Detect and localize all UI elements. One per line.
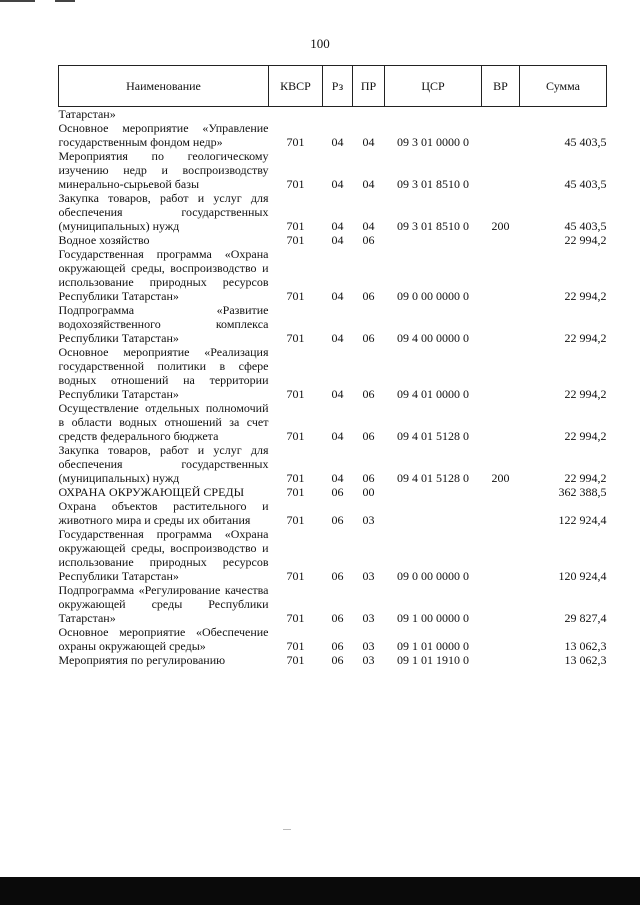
table-row xyxy=(59,443,607,485)
row-csr xyxy=(385,107,482,122)
row-csr: 09 4 00 0000 0 xyxy=(397,331,469,345)
row-name: ОХРАНА ОКРУЖАЮЩЕЙ СРЕДЫ xyxy=(58,485,245,499)
row-rz: 04 xyxy=(331,289,344,303)
row-csr: 09 1 01 1910 0 xyxy=(397,653,469,667)
table-row xyxy=(59,191,607,233)
row-csr xyxy=(385,485,482,499)
row-vr xyxy=(482,247,520,303)
table-row xyxy=(59,625,607,653)
row-kvsr: 701 xyxy=(286,233,305,247)
row-pr: 03 xyxy=(362,513,375,527)
table-row xyxy=(59,485,607,499)
row-kvsr: 701 xyxy=(286,135,305,149)
row-vr: 200 xyxy=(491,471,510,485)
row-sum: 120 924,4 xyxy=(558,569,607,583)
row-sum: 22 994,2 xyxy=(564,471,607,485)
row-rz: 04 xyxy=(331,219,344,233)
row-name: Татарстан» xyxy=(58,107,116,121)
row-sum: 22 994,2 xyxy=(564,289,607,303)
row-csr: 09 1 01 0000 0 xyxy=(397,639,469,653)
row-sum: 122 924,4 xyxy=(558,513,607,527)
row-vr xyxy=(482,107,520,122)
row-name: Мероприятия по регулированию xyxy=(58,653,226,667)
table-row xyxy=(59,107,607,122)
row-kvsr: 701 xyxy=(286,387,305,401)
row-sum: 22 994,2 xyxy=(564,233,607,247)
row-csr xyxy=(385,233,482,247)
row-rz: 04 xyxy=(331,331,344,345)
row-rz: 06 xyxy=(331,569,344,583)
row-sum: 29 827,4 xyxy=(564,611,607,625)
row-rz: 06 xyxy=(331,611,344,625)
table-row xyxy=(59,401,607,443)
row-sum xyxy=(520,107,607,122)
row-vr xyxy=(482,527,520,583)
row-csr: 09 3 01 8510 0 xyxy=(397,219,469,233)
row-kvsr: 701 xyxy=(286,569,305,583)
row-rz: 04 xyxy=(331,429,344,443)
row-kvsr: 701 xyxy=(286,177,305,191)
table-header-row xyxy=(59,66,607,107)
header-kvsr: КВСР xyxy=(269,66,323,107)
row-kvsr: 701 xyxy=(286,289,305,303)
row-csr: 09 0 00 0000 0 xyxy=(397,289,469,303)
row-pr xyxy=(353,107,385,122)
row-vr xyxy=(482,233,520,247)
row-pr: 04 xyxy=(362,135,375,149)
row-vr xyxy=(482,625,520,653)
table-row xyxy=(59,121,607,149)
row-sum: 22 994,2 xyxy=(564,331,607,345)
row-sum: 45 403,5 xyxy=(564,135,607,149)
row-rz: 04 xyxy=(331,471,344,485)
row-csr: 09 3 01 8510 0 xyxy=(397,177,469,191)
row-rz: 06 xyxy=(331,513,344,527)
row-name: Подпрограмма «Регулирование качества окружающей среды Республики Татарстан» xyxy=(58,583,269,625)
row-pr: 06 xyxy=(362,233,375,247)
row-csr: 09 1 00 0000 0 xyxy=(397,611,469,625)
row-pr: 04 xyxy=(362,219,375,233)
row-csr: 09 4 01 0000 0 xyxy=(397,387,469,401)
row-rz: 04 xyxy=(331,387,344,401)
header-rz: Рз xyxy=(323,66,353,107)
row-sum: 22 994,2 xyxy=(564,429,607,443)
header-csr: ЦСР xyxy=(385,66,482,107)
table-row xyxy=(59,527,607,583)
header-sum: Сумма xyxy=(520,66,607,107)
header-pr: ПР xyxy=(353,66,385,107)
row-sum: 22 994,2 xyxy=(564,387,607,401)
row-kvsr: 701 xyxy=(286,219,305,233)
row-sum: 13 062,3 xyxy=(564,653,607,667)
row-pr: 06 xyxy=(362,331,375,345)
row-pr: 03 xyxy=(362,639,375,653)
row-name: Закупка товаров, работ и услуг для обеспечения государственных (муниципальных) нужд xyxy=(58,443,269,485)
row-pr: 03 xyxy=(362,611,375,625)
row-vr xyxy=(482,149,520,191)
row-pr: 06 xyxy=(362,429,375,443)
row-pr: 06 xyxy=(362,289,375,303)
table-row xyxy=(59,499,607,527)
row-pr: 03 xyxy=(362,569,375,583)
row-rz: 04 xyxy=(331,135,344,149)
table-row xyxy=(59,583,607,625)
row-pr: 06 xyxy=(362,471,375,485)
row-vr xyxy=(482,583,520,625)
table-row xyxy=(59,149,607,191)
row-kvsr: 701 xyxy=(286,485,305,499)
header-name: Наименование xyxy=(59,66,269,107)
page-number: 100 xyxy=(310,36,330,51)
row-vr xyxy=(482,121,520,149)
scan-mark-right xyxy=(55,0,75,2)
row-vr xyxy=(482,303,520,345)
row-name: Охрана объектов растительного и животного мира и среды их обитания xyxy=(58,499,269,527)
row-rz: 04 xyxy=(331,177,344,191)
row-vr: 200 xyxy=(491,219,510,233)
row-rz xyxy=(323,107,353,122)
row-kvsr: 701 xyxy=(286,429,305,443)
row-kvsr: 701 xyxy=(286,513,305,527)
table-row xyxy=(59,303,607,345)
row-kvsr: 701 xyxy=(286,639,305,653)
row-pr: 04 xyxy=(362,177,375,191)
table-row xyxy=(59,653,607,667)
row-sum: 45 403,5 xyxy=(564,177,607,191)
row-vr xyxy=(482,653,520,667)
row-vr xyxy=(482,499,520,527)
scan-speck xyxy=(283,829,291,830)
row-rz: 06 xyxy=(331,485,344,499)
row-csr: 09 0 00 0000 0 xyxy=(397,569,469,583)
row-rz: 06 xyxy=(331,639,344,653)
row-name: Основное мероприятие «Управление государственным фондом недр» xyxy=(58,121,269,149)
row-rz: 06 xyxy=(331,653,344,667)
row-name: Основное мероприятие «Реализация государственной политики в сфере водных отношений на территории Республики Татарстан» xyxy=(58,345,269,401)
row-name: Государственная программа «Охрана окружающей среды, воспроизводство и использование природных ресурсов Республики Татарстан» xyxy=(58,247,269,303)
row-name: Государственная программа «Охрана окружающей среды, воспроизводство и использование природных ресурсов Республики Татарстан» xyxy=(58,527,269,583)
row-sum: 362 388,5 xyxy=(558,485,607,499)
row-vr xyxy=(482,345,520,401)
row-name: Основное мероприятие «Обеспечение охраны окружающей среды» xyxy=(58,625,269,653)
row-vr xyxy=(482,401,520,443)
row-csr: 09 4 01 5128 0 xyxy=(397,429,469,443)
row-name: Подпрограмма «Развитие водохозяйственного комплекса Республики Татарстан» xyxy=(58,303,269,345)
table-row xyxy=(59,247,607,303)
scan-mark-left xyxy=(0,0,35,2)
table-row xyxy=(59,345,607,401)
row-kvsr: 701 xyxy=(286,611,305,625)
row-name: Осуществление отдельных полномочий в области водных отношений за счет средств федерального бюджета xyxy=(58,401,269,443)
table-row xyxy=(59,233,607,247)
row-kvsr: 701 xyxy=(286,331,305,345)
row-csr: 09 3 01 0000 0 xyxy=(397,135,469,149)
row-kvsr: 701 xyxy=(286,653,305,667)
row-csr: 09 4 01 5128 0 xyxy=(397,471,469,485)
row-vr xyxy=(482,485,520,499)
row-pr: 03 xyxy=(362,653,375,667)
header-vr: ВР xyxy=(482,66,520,107)
row-pr: 00 xyxy=(362,485,375,499)
scan-bottom-edge xyxy=(0,877,640,905)
row-kvsr xyxy=(269,107,323,122)
budget-table xyxy=(58,65,607,667)
row-csr xyxy=(385,499,482,527)
row-name: Водное хозяйство xyxy=(58,233,150,247)
row-sum: 45 403,5 xyxy=(564,219,607,233)
row-name: Закупка товаров, работ и услуг для обеспечения государственных (муниципальных) нужд xyxy=(58,191,269,233)
row-name: Мероприятия по геологическому изучению недр и воспроизводству минерально-сырьевой базы xyxy=(58,149,269,191)
row-sum: 13 062,3 xyxy=(564,639,607,653)
row-kvsr: 701 xyxy=(286,471,305,485)
row-pr: 06 xyxy=(362,387,375,401)
row-rz: 04 xyxy=(331,233,344,247)
